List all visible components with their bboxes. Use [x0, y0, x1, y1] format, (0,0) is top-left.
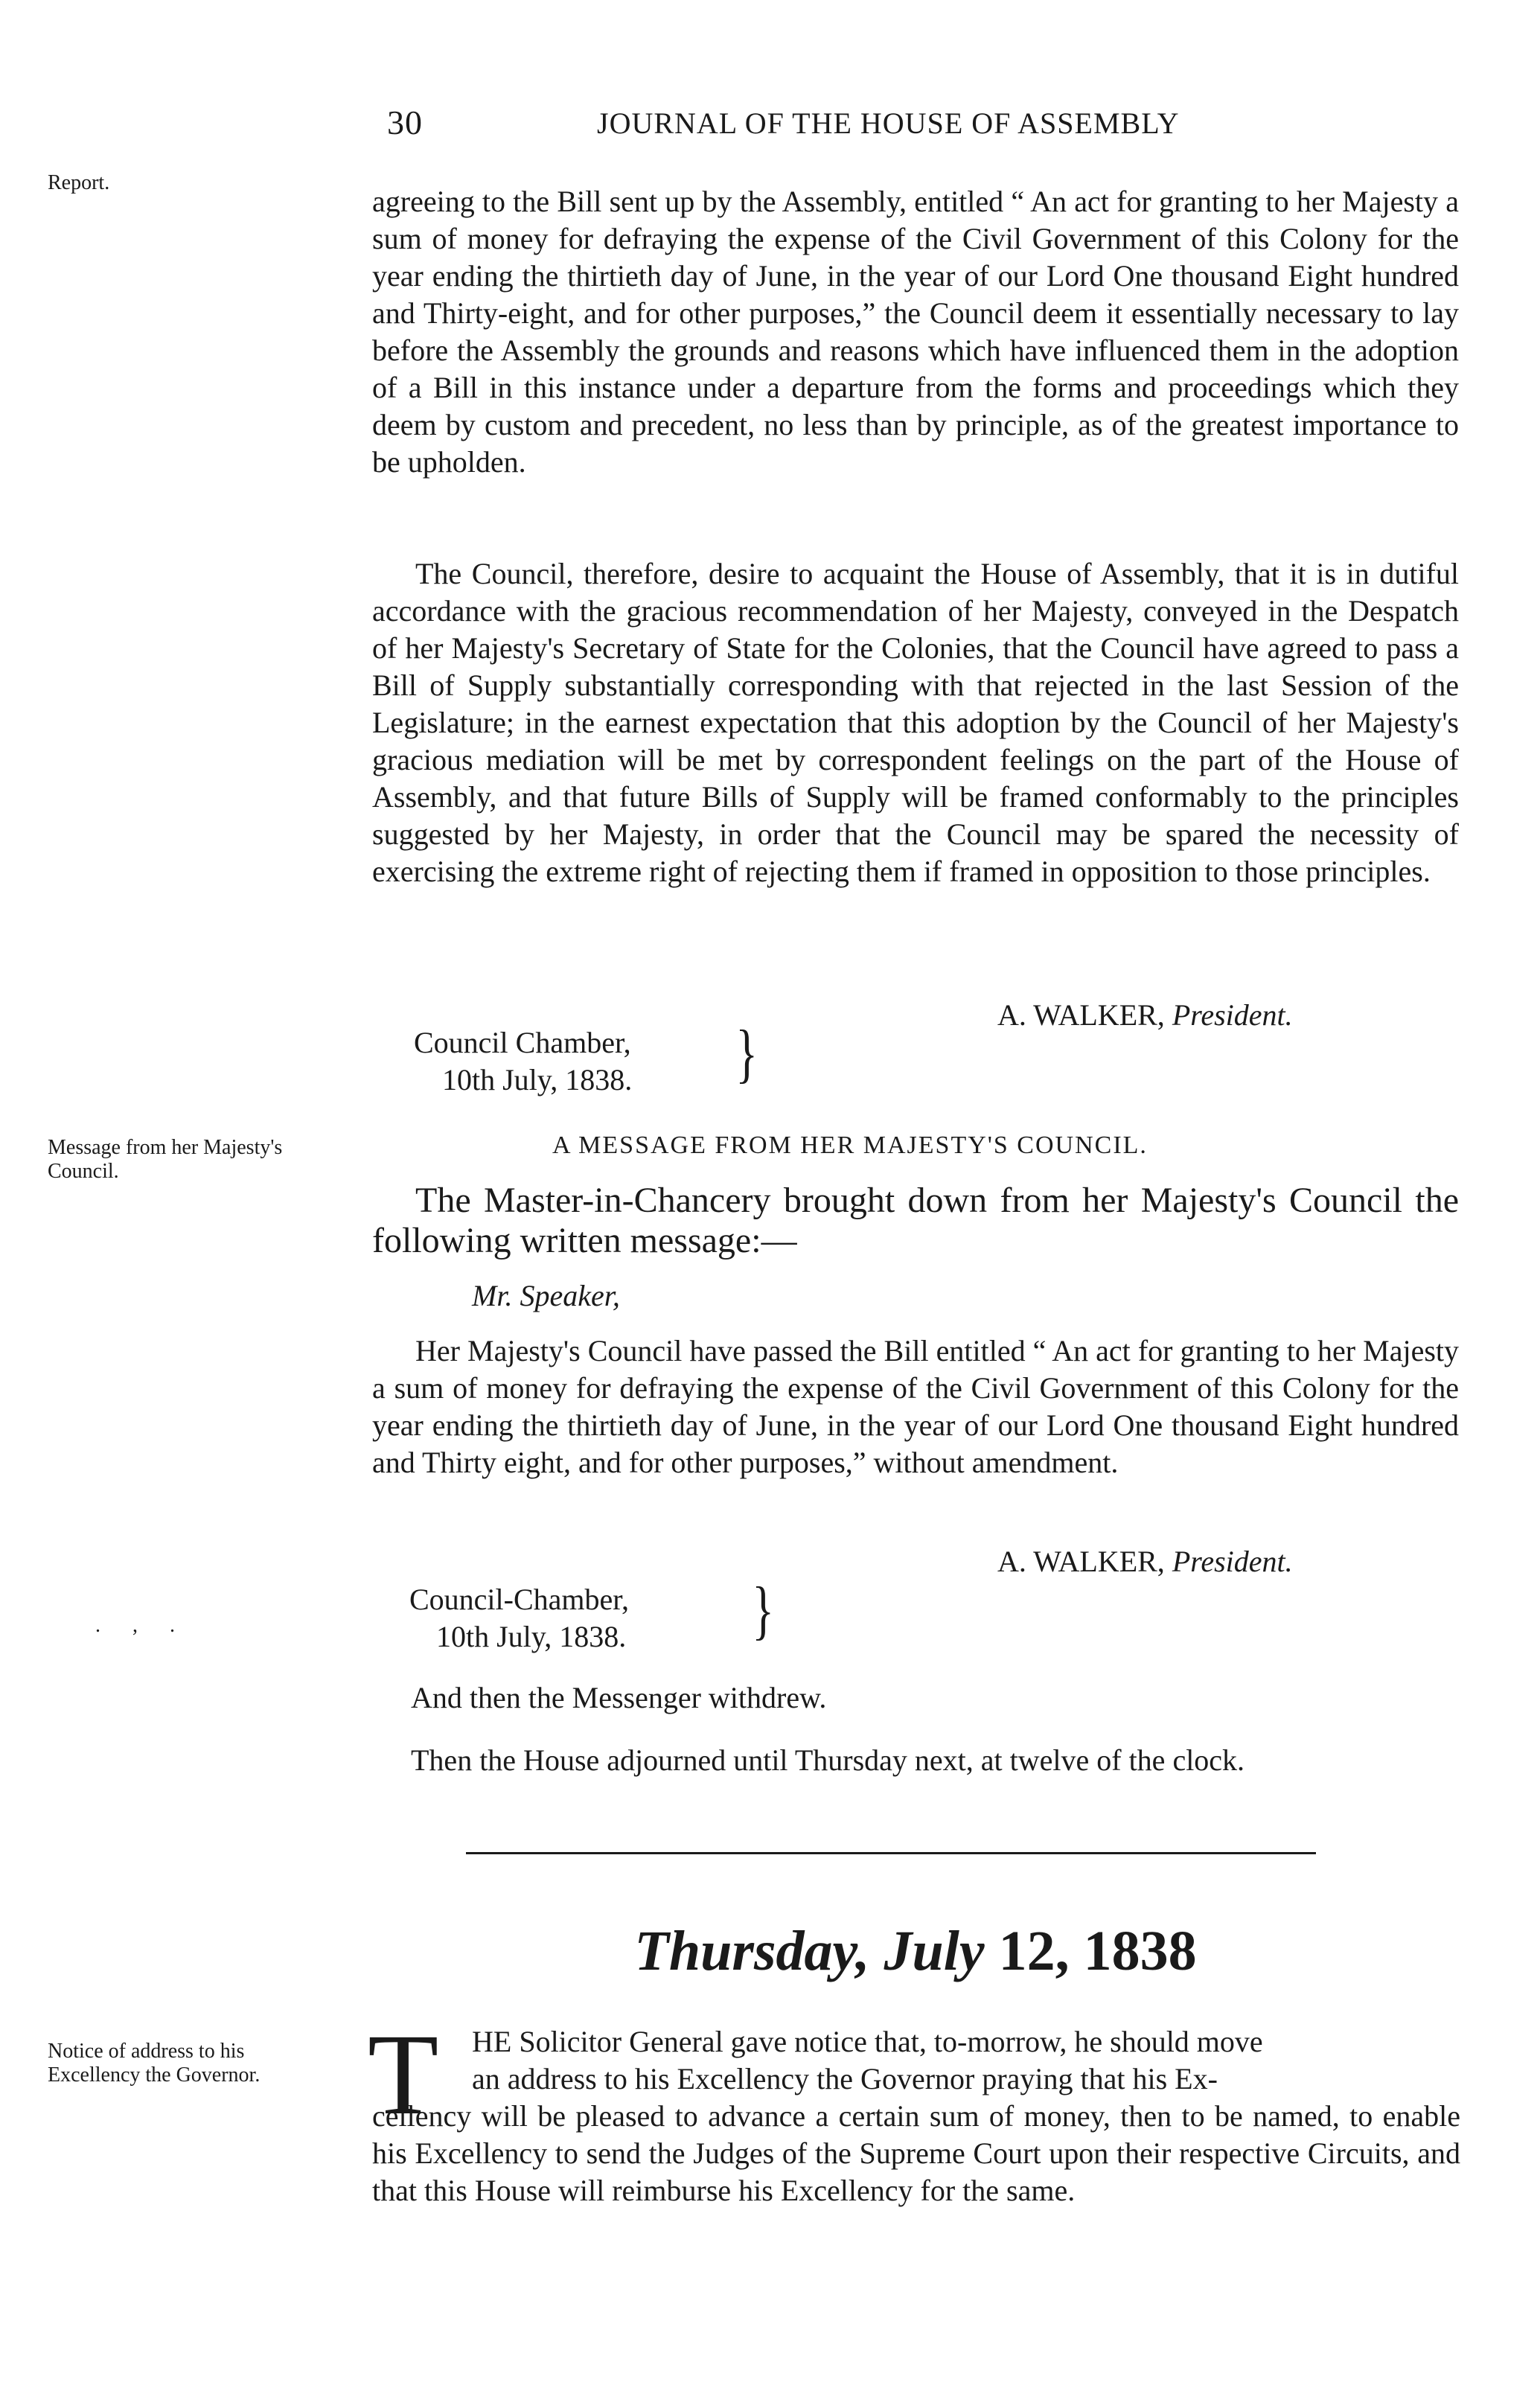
notice-line-2: an address to his Excellency the Governor praying that his Ex-: [472, 2062, 1218, 2095]
message-salutation: Mr. Speaker,: [472, 1279, 620, 1312]
brace-icon: }: [752, 1574, 774, 1647]
section-divider: [466, 1852, 1316, 1854]
brace-icon: }: [735, 1018, 758, 1090]
notice-rest: cellency will be pleased to advance a certain sum of money, then to be named, to enable his Excellency to send the Judges of the Supreme Court upon their respective Circuits, and that this House will reimburse his Excellency for the same.: [372, 2099, 1460, 2207]
message-heading: A MESSAGE FROM HER MAJESTY'S COUNCIL.: [552, 1131, 1148, 1159]
signature-name: A. WALKER,: [997, 1545, 1165, 1578]
signature-title: President.: [1172, 1545, 1293, 1578]
messenger-withdrew: And then the Messenger withdrew.: [411, 1681, 827, 1714]
margin-dots: . , .: [95, 1614, 188, 1637]
message-date: 10th July, 1838.: [436, 1620, 627, 1653]
date-heading-date: 12, 1838: [998, 1920, 1197, 1982]
message-signature: [997, 1544, 1293, 1579]
report-paragraph-2: The Council, therefore, desire to acquaint the House of Assembly, that it is in dutiful accordance with the gracious recommendation of her Majesty, conveyed in the Despatch of her Majesty's Secretary of State for the Colonies, that the Council have agreed to pass a Bill of Supply substantially corresponding with that rejected in the last Session of the Legislature; in the earnest expectation that this adoption by the Council of her Majesty's gracious mediation will be met by correspondent feelings on the part of the House of Assembly, and that future Bills of Supply will be framed conformably to the principles suggested by her Majesty, in order that the Council may be spared the necessity of exercising the extreme right of rejecting them if framed in opposition to those principles.: [372, 557, 1459, 888]
report-place: Council Chamber,: [414, 1026, 631, 1059]
running-title: JOURNAL OF THE HOUSE OF ASSEMBLY: [597, 106, 1180, 140]
message-place: Council-Chamber,: [409, 1583, 629, 1616]
date-heading: [372, 1919, 1459, 1984]
margin-note-notice: Notice of address to his Excellency the Governor.: [48, 2040, 261, 2087]
date-heading-day: Thursday, July: [634, 1920, 985, 1982]
signature-title: President.: [1172, 998, 1293, 1032]
margin-note-report: Report.: [48, 171, 110, 194]
notice-line-1: HE Solicitor General gave notice that, to-morrow, he should move: [472, 2025, 1263, 2058]
message-body: Her Majesty's Council have passed the Bill entitled “ An act for granting to her Majesty a sum of money for defraying the expense of the Civil Government of this Colony for the year ending the thirtieth day of June, in the year of our Lord One thousand Eight hundred and Thirty eight, and for other purposes,” without amendment.: [372, 1334, 1459, 1479]
page-number: 30: [387, 103, 423, 141]
report-paragraph-1: agreeing to the Bill sent up by the Assembly, entitled “ An act for granting to her Majesty a sum of money for defraying the expense of the Civil Government of this Colony for the year ending the thirtieth day of June, in the year of our Lord One thousand Eight hundred and Thirty-eight, and for other purposes,” the Council deem it essentially necessary to lay before the Assembly the grounds and reasons which have influenced them in the adoption of a Bill in this instance under a departure from the forms and proceedings which they deem by custom and precedent, no less than by principle, as of the greatest importance to be upholden.: [372, 185, 1459, 479]
report-signature: [997, 997, 1293, 1032]
report-date: 10th July, 1838.: [442, 1063, 633, 1096]
drop-cap: T: [368, 2010, 439, 2139]
message-intro: The Master-in-Chancery brought down from her Majesty's Council the following written message:—: [372, 1181, 1459, 1260]
margin-note-message: Message from her Majesty's Council.: [48, 1136, 283, 1183]
signature-name: A. WALKER,: [997, 998, 1165, 1032]
house-adjourned: Then the House adjourned until Thursday next, at twelve of the clock.: [411, 1743, 1245, 1777]
